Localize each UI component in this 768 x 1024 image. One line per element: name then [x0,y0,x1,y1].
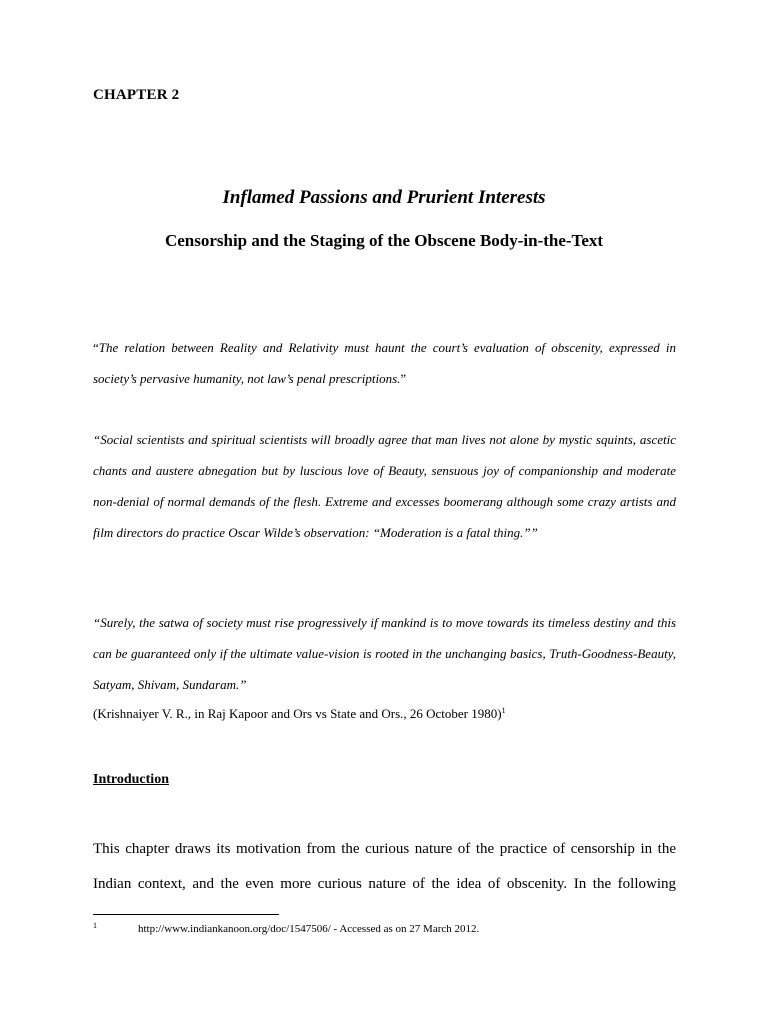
chapter-label: CHAPTER 2 [93,87,180,103]
footnote-divider [93,914,279,915]
quote-close-mark: ” [400,371,407,386]
footnote-link[interactable]: http://www.indiankanoon.org/doc/1547506/ - Accessed as on 27 March 2012. [138,923,480,935]
chapter-title: Inflamed Passions and Prurient Interests [222,187,546,208]
epigraph-citation [93,706,506,722]
epigraph-text: The relation between Reality and Relativity must haunt the court’s evaluation of obscenity, expressed in society’s pervasive humanity, not law’s penal prescriptions. [93,340,676,386]
footnote-mark: 1 [93,921,97,930]
epigraph-quote [93,424,676,548]
footnote-reference[interactable]: 1 [501,706,506,715]
epigraph-text: Surely, the satwa of society must rise progressively if mankind is to move towards its timeless destiny and this can be guaranteed only if the ultimate value-vision is rooted in the unchanging basics, Truth-Goodness-Beauty, Satyam, Shivam, Sundaram.” [93,615,676,692]
epigraph-quote [93,607,676,700]
section-heading: Introduction [93,772,169,787]
quote-open-mark: “ [93,615,101,630]
body-paragraph: This chapter draws its motivation from the curious nature of the practice of censorship in the Indian context, and the even more curious nature of the idea of obscenity. In the following [93,841,676,892]
quote-open-mark: “ [93,340,99,355]
epigraph-text: Social scientists and spiritual scientists will broadly agree that man lives not alone by mystic squints, ascetic chants and austere abnegation but by luscious love of Beauty, sensuous joy of companionship and moderate non-denial of normal demands of the flesh. Extreme and excesses boomerang although some crazy artists and film directors do practice Oscar Wilde’s observation: “Moderation is a fatal thing.”” [93,432,676,540]
footnote [93,921,479,935]
quote-open-mark: “ [93,432,101,447]
epigraph-quote [93,332,676,394]
citation-text: (Krishnaiyer V. R., in Raj Kapoor and Ors vs State and Ors., 26 October 1980) [93,706,502,721]
chapter-subtitle: Censorship and the Staging of the Obscene Body-in-the-Text [164,231,604,250]
